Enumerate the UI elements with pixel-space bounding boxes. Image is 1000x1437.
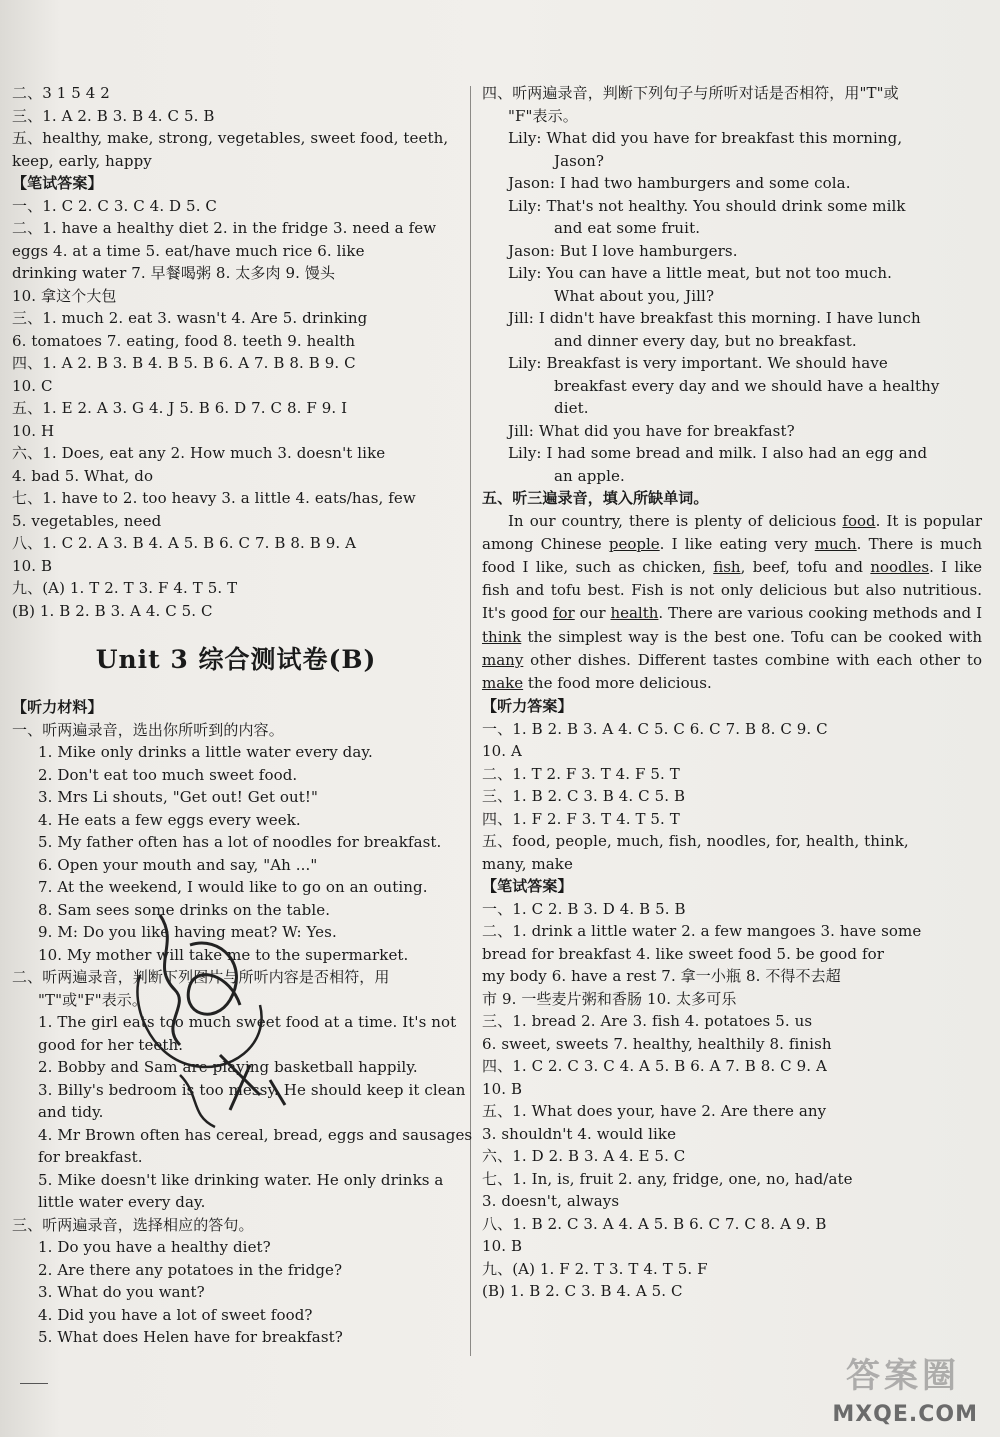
text-line: 10. 拿这个大包 <box>12 286 117 305</box>
text-line: 五、1. What does your, have 2. Are there any <box>482 1102 827 1121</box>
text-line: drinking water 7. 早餐喝粥 8. 太多肉 9. 馒头 <box>12 264 336 282</box>
speaker-name: Lily: <box>508 196 547 215</box>
filled-blank-word: think <box>482 627 522 646</box>
text-line: 10. A <box>482 742 522 761</box>
text-line: 九、(A) 1. T 2. T 3. F 4. T 5. T <box>12 579 238 597</box>
dialogue-line <box>482 442 982 465</box>
dialogue-line <box>482 375 982 398</box>
fill-in-passage <box>482 510 982 696</box>
passage-text: other dishes. Different tastes combine with each other to <box>523 650 982 669</box>
dialogue-text: and dinner every day, but no breakfast. <box>554 331 857 350</box>
text-line: 3. What do you want? <box>38 1283 205 1301</box>
filled-blank-word: food <box>842 511 876 530</box>
speaker-name: Jill: <box>508 421 539 440</box>
text-line: 六、1. D 2. B 3. A 4. E 5. C <box>482 1147 686 1166</box>
text-line: (B) 1. B 2. C 3. B 4. A 5. C <box>482 1282 683 1301</box>
filled-blank-word: health <box>610 604 659 623</box>
text-line: 5. What does Helen have for breakfast? <box>38 1328 343 1346</box>
dialogue-text: What about you, Jill? <box>554 286 715 305</box>
text-line: my body 6. have a rest 7. 拿一小瓶 8. 不得不去超 <box>482 967 841 986</box>
text-line: 四、1. C 2. C 3. C 4. A 5. B 6. A 7. B 8. C 9. A <box>482 1057 827 1076</box>
dialogue <box>482 127 982 487</box>
text-line: 三、1. bread 2. Are 3. fish 4. potatoes 5. us <box>482 1012 813 1031</box>
dialogue-line <box>482 307 982 330</box>
unit-title: Unit 3 综合测试卷(B) <box>95 645 377 674</box>
text-line: and tidy. <box>38 1103 104 1121</box>
text-line: 7. At the weekend, I would like to go on an outing. <box>38 878 428 896</box>
text-line: 4. Mr Brown often has cereal, bread, eggs and sausages <box>38 1125 473 1144</box>
answers-top <box>12 82 460 172</box>
passage-text: . It is popular among Chinese <box>482 511 983 553</box>
text-line: 3. shouldn't 4. would like <box>482 1124 677 1143</box>
dialogue-line <box>482 285 982 308</box>
dialogue-line <box>482 420 982 443</box>
dialogue-text: I had some bread and milk. I also had an egg and <box>546 444 928 462</box>
text-line: 二、1. have a healthy diet 2. in the fridge 3. need a few <box>12 219 437 237</box>
handwriting-scribble <box>120 905 290 1135</box>
dialogue-line <box>482 127 982 150</box>
text-line: 3. Billy's bedroom is too messy. He should keep it clean <box>38 1080 466 1099</box>
section4-title-a: 四、听两遍录音，判断下列句子与所听对话是否相符，用"T"或 <box>482 84 899 102</box>
text-line: 10. B <box>12 556 53 575</box>
text-line: (B) 1. B 2. B 3. A 4. C 5. C <box>12 601 213 620</box>
text-line: 六、1. Does, eat any 2. How much 3. doesn't like <box>12 444 386 462</box>
dialogue-text: What did you have for breakfast this morning, <box>546 129 903 147</box>
speaker-name: Lily: <box>508 264 547 282</box>
dialogue-line <box>482 465 982 488</box>
dialogue-text: But I love hamburgers. <box>559 241 738 260</box>
section5-title: 五、听三遍录音，填入所缺单词。 <box>482 489 709 507</box>
speaker-name: Lily: <box>508 129 547 147</box>
text-line: 3. doesn't, always <box>482 1192 620 1211</box>
text-line: 五、healthy, make, strong, vegetables, sweet food, teeth, <box>12 129 449 147</box>
speaker-name: Jason: <box>508 241 560 260</box>
text-line: 5. My father often has a lot of noodles for breakfast. <box>38 833 442 851</box>
text-line: 6. Open your mouth and say, "Ah ..." <box>38 855 318 874</box>
text-line: keep, early, happy <box>12 151 152 170</box>
text-line: 1. Do you have a healthy diet? <box>38 1238 271 1256</box>
section2-title-a: 二、听两遍录音，判断下列图片与所听内容是否相符，用 <box>12 968 390 986</box>
text-line: 九、(A) 1. F 2. T 3. T 4. T 5. F <box>482 1259 708 1278</box>
dialogue-line <box>482 262 982 285</box>
text-line: many, make <box>482 854 573 873</box>
dialogue-text: breakfast every day and we should have a healthy <box>554 376 940 395</box>
passage-text: In our country, there is plenty of delicious <box>508 511 843 530</box>
text-line: 五、1. E 2. A 3. G 4. J 5. B 6. D 7. C 8. F 9. I <box>12 399 348 417</box>
section1-title: 一、听两遍录音，选出你所听到的内容。 <box>12 720 284 739</box>
text-line: 一、1. B 2. B 3. A 4. C 5. C 6. C 7. B 8. C 9. C <box>482 719 828 738</box>
watermark-url: MXQE.COM <box>832 1402 978 1427</box>
text-line: 1. Mike only drinks a little water every day. <box>38 743 373 761</box>
text-line: 10. H <box>12 421 55 440</box>
text-line: for breakfast. <box>38 1148 143 1166</box>
dialogue-text: You can have a little meat, but not too much. <box>546 264 893 282</box>
left-column <box>12 82 473 1349</box>
text-line: 5. vegetables, need <box>12 511 162 530</box>
dialogue-text: diet. <box>554 399 589 417</box>
text-line: 四、1. F 2. F 3. T 4. T 5. T <box>482 809 680 828</box>
text-line: 二、3 1 5 4 2 <box>12 84 110 102</box>
listening-answers-header: 【听力答案】 <box>482 697 573 716</box>
filled-blank-word: people <box>608 534 660 553</box>
text-line: 三、1. A 2. B 3. B 4. C 5. B <box>12 106 215 125</box>
watermark-logo-text: 答案圈 <box>846 1356 960 1396</box>
passage-text: our <box>574 604 611 623</box>
dialogue-line <box>482 352 982 375</box>
text-line: 三、1. much 2. eat 3. wasn't 4. Are 5. drinking <box>12 309 368 327</box>
text-line: 6. tomatoes 7. eating, food 8. teeth 9. health <box>12 331 356 350</box>
passage-text: the food more delicious. <box>523 673 712 692</box>
text-line: 10. My mother will take me to the supermarket. <box>38 945 409 964</box>
written-answers-1 <box>12 195 460 623</box>
dialogue-text: What did you have for breakfast? <box>538 421 795 440</box>
passage-text: the simplest way is the best one. Tofu can be cooked with <box>521 627 982 646</box>
filled-blank-word: fish <box>713 557 741 576</box>
speaker-name: Jason: <box>508 174 560 192</box>
filled-blank-word: much <box>814 534 857 553</box>
dialogue-line <box>482 172 982 195</box>
text-line: 一、1. C 2. B 3. D 4. B 5. B <box>482 899 686 918</box>
dialogue-text: an apple. <box>554 466 625 485</box>
text-line: eggs 4. at a time 5. eat/have much rice 6. like <box>12 241 365 260</box>
dialogue-line <box>482 330 982 353</box>
column-divider <box>470 86 471 1356</box>
text-line: 4. He eats a few eggs every week. <box>38 810 301 829</box>
filled-blank-word: noodles <box>870 557 930 576</box>
text-line: 4. Did you have a lot of sweet food? <box>38 1305 313 1324</box>
section3-items <box>12 1236 460 1349</box>
text-line: 3. Mrs Li shouts, "Get out! Get out!" <box>38 788 318 806</box>
text-line: 七、1. have to 2. too heavy 3. a little 4. eats/has, few <box>12 489 416 507</box>
dialogue-text: That's not healthy. You should drink some milk <box>546 196 906 215</box>
text-line: good for her teeth. <box>38 1035 184 1054</box>
text-line: 二、1. T 2. F 3. T 4. F 5. T <box>482 764 680 783</box>
text-line: 八、1. C 2. A 3. B 4. A 5. B 6. C 7. B 8. B 9. A <box>12 534 357 552</box>
text-line: 一、1. C 2. C 3. C 4. D 5. C <box>12 196 218 215</box>
filled-blank-word: for <box>552 604 575 623</box>
passage-text: . I like eating very <box>659 534 815 553</box>
speaker-name: Lily: <box>508 354 547 372</box>
text-line: 2. Bobby and Sam are playing basketball happily. <box>38 1058 418 1076</box>
text-line: 七、1. In, is, fruit 2. any, fridge, one, no, had/ate <box>482 1169 853 1188</box>
dialogue-line <box>482 217 982 240</box>
text-line: 5. Mike doesn't like drinking water. He only drinks a <box>38 1170 444 1189</box>
text-line: 10. C <box>12 376 53 395</box>
passage-text: . There is much food I like, such as chicken, <box>482 534 983 576</box>
passage-text: , beef, tofu and <box>740 557 871 576</box>
text-line: 五、food, people, much, fish, noodles, for, health, think, <box>482 832 909 851</box>
passage-text: . There are various cooking methods and I <box>658 604 982 623</box>
text-line: bread for breakfast 4. like sweet food 5. be good for <box>482 944 885 963</box>
filled-blank-word: many <box>482 650 524 669</box>
text-line: 2. Don't eat too much sweet food. <box>38 765 298 784</box>
text-line: 三、1. B 2. C 3. B 4. C 5. B <box>482 787 686 806</box>
text-line: 10. B <box>482 1079 523 1098</box>
text-line: 1. The girl eats too much sweet food at a time. It's not <box>38 1013 457 1031</box>
text-line: 四、1. A 2. B 3. B 4. B 5. B 6. A 7. B 8. B 9. C <box>12 354 356 372</box>
page-mark <box>20 1383 48 1384</box>
section3-title: 三、听两遍录音，选择相应的答句。 <box>12 1215 254 1234</box>
dialogue-text: Breakfast is very important. We should have <box>546 354 888 372</box>
text-line: 8. Sam sees some drinks on the table. <box>38 900 331 919</box>
dialogue-text: and eat some fruit. <box>554 219 701 237</box>
listening-material-header: 【听力材料】 <box>12 698 103 716</box>
right-column <box>482 82 982 1303</box>
dialogue-line <box>482 240 982 263</box>
section2-title-b: "T"或"F"表示。 <box>38 990 148 1009</box>
written-answers-2 <box>482 898 982 1303</box>
text-line: 八、1. B 2. C 3. A 4. A 5. B 6. C 7. C 8. A 9. B <box>482 1214 827 1233</box>
filled-blank-word: make <box>482 673 524 692</box>
passage-text: . I like fish and tofu best. Fish is not only delicious but also nutritious. It's good <box>482 557 982 623</box>
text-line: 2. Are there any potatoes in the fridge? <box>38 1260 343 1279</box>
dialogue-line <box>482 397 982 420</box>
section4-title-b: "F"表示。 <box>508 106 578 125</box>
dialogue-line <box>482 150 982 173</box>
dialogue-text: I had two hamburgers and some cola. <box>559 174 851 192</box>
dialogue-line <box>482 195 982 218</box>
text-line: 二、1. drink a little water 2. a few mangoes 3. have some <box>482 922 922 941</box>
speaker-name: Jill: <box>508 309 539 327</box>
text-line: 9. M: Do you like having meat? W: Yes. <box>38 923 337 941</box>
text-line: 4. bad 5. What, do <box>12 466 154 485</box>
written-answers-header-1: 【笔试答案】 <box>12 174 103 192</box>
speaker-name: Lily: <box>508 444 547 462</box>
listening-answers <box>482 718 982 876</box>
dialogue-text: Jason? <box>554 151 604 170</box>
text-line: little water every day. <box>38 1193 206 1211</box>
text-line: 10. B <box>482 1237 523 1256</box>
dialogue-text: I didn't have breakfast this morning. I have lunch <box>538 309 921 327</box>
written-answers-header-2: 【笔试答案】 <box>482 877 573 896</box>
text-line: 6. sweet, sweets 7. healthy, healthily 8. finish <box>482 1034 832 1053</box>
text-line: 市 9. 一些麦片粥和香肠 10. 太多可乐 <box>482 989 737 1008</box>
